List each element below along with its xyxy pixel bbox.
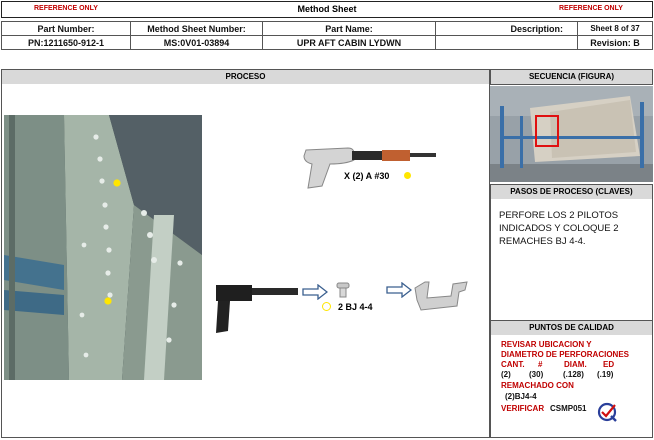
bracket-part-icon	[413, 280, 469, 314]
drill-icon	[296, 142, 436, 192]
quality-val-cant: (2)	[501, 370, 511, 379]
part-number-label: Part Number:	[1, 21, 131, 36]
part-number-value: PN:1211650-912-1	[1, 35, 131, 50]
reference-only-right: REFERENCE ONLY	[559, 5, 623, 12]
quality-line-5: REMACHADO CON	[501, 381, 574, 390]
verify-label: VERIFICAR	[501, 404, 545, 413]
description-value	[435, 35, 578, 50]
header-title-row	[1, 1, 653, 18]
secuencia-figure	[490, 86, 653, 182]
quality-line-2: DIAMETRO DE PERFORACIONES	[501, 350, 630, 359]
quality-line-1: REVISAR UBICACION Y	[501, 340, 592, 349]
arrow-right-icon	[302, 284, 328, 300]
pasos-panel	[490, 199, 653, 321]
secuencia-header: SECUENCIA (FIGURA)	[490, 69, 653, 85]
method-sheet-value: MS:0V01-03894	[130, 35, 263, 50]
quality-col-cant: CANT.	[501, 360, 525, 369]
method-sheet-label: Method Sheet Number:	[130, 21, 263, 36]
quality-line-6: (2)BJ4-4	[505, 392, 537, 401]
sheet-title: Method Sheet	[297, 4, 357, 14]
part-name-label: Part Name:	[262, 21, 436, 36]
quality-val-ed: (.19)	[597, 370, 614, 379]
yellow-ring-rivet	[322, 302, 331, 311]
arrow-right-icon-2	[386, 282, 412, 298]
quality-check-icon	[597, 401, 619, 423]
quality-col-ed: ED	[603, 360, 615, 369]
rivet-icon	[335, 282, 351, 298]
pasos-header: PASOS DE PROCESO (CLAVES)	[490, 184, 653, 200]
proceso-header: PROCESO	[1, 69, 490, 85]
quality-val-diam: (.128)	[563, 370, 584, 379]
quality-val-num: (30)	[529, 370, 544, 379]
puntos-panel	[490, 335, 653, 438]
yellow-marker-drill	[404, 172, 411, 179]
part-name-value: UPR AFT CABIN LYDWN	[262, 35, 436, 50]
rivet-note: 2 BJ 4-4	[338, 302, 373, 312]
verify-code: CSMP051	[550, 404, 587, 413]
rivet-gun-icon	[212, 283, 302, 335]
puntos-header: PUNTOS DE CALIDAD	[490, 320, 653, 336]
revision: Revision: B	[577, 35, 653, 50]
quality-col-diam: DIAM.	[564, 360, 587, 369]
reference-only-left: REFERENCE ONLY	[34, 5, 98, 12]
drill-note: X (2) A #30	[344, 171, 390, 181]
quality-col-num: #	[538, 360, 543, 369]
description-label: Description:	[435, 21, 578, 36]
steps-text: PERFORE LOS 2 PILOTOS INDICADOS Y COLOQUE 2 REMACHES BJ 4-4.	[499, 210, 619, 247]
structure-photo	[4, 115, 202, 380]
sheet-number: Sheet 8 of 37	[577, 21, 653, 36]
